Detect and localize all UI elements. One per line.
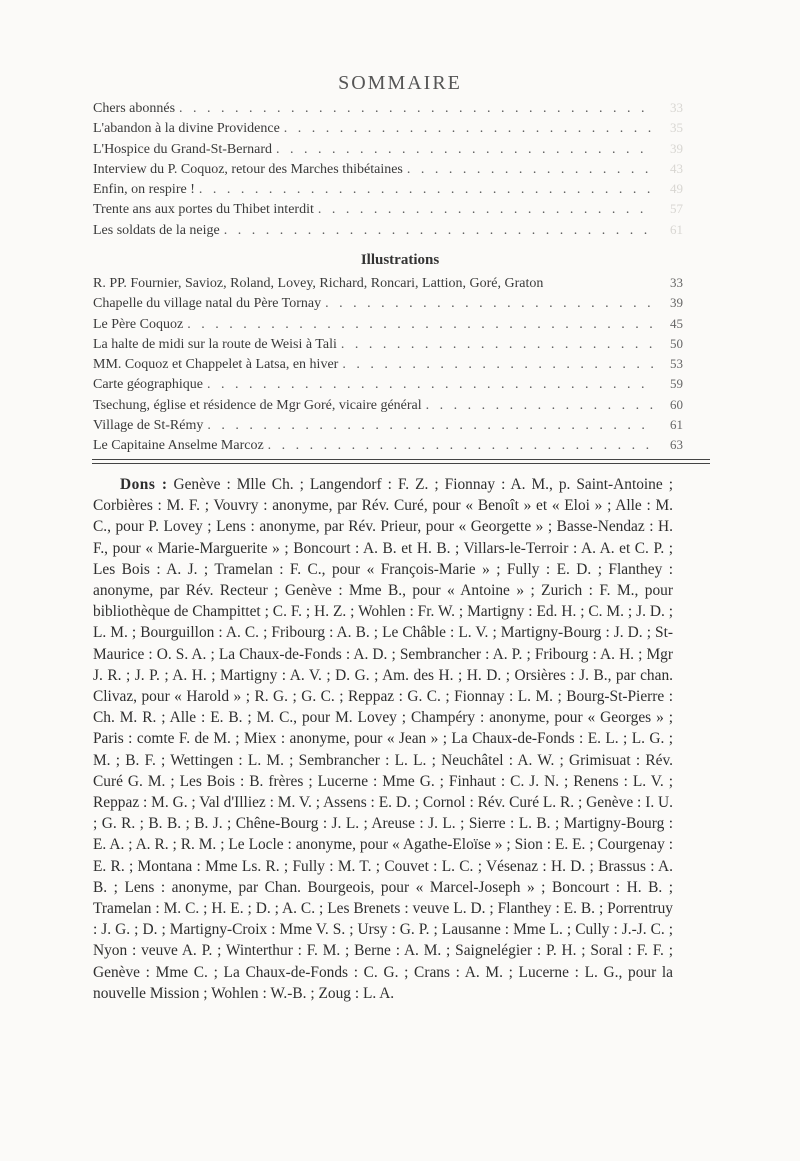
contents-entry-label: L'Hospice du Grand-St-Bernard (93, 141, 273, 157)
contents-entry-label: Trente ans aux portes du Thibet interdit (93, 202, 314, 218)
illustrations-list (93, 275, 683, 458)
contents-entry (93, 222, 683, 242)
illustrations-entry-page: 63 (670, 437, 683, 453)
illustrations-entry-page: 39 (670, 295, 683, 311)
contents-entry-label: Interview du P. Coquoz, retour des Marches thibétaines (93, 161, 403, 177)
dot-leader (342, 357, 653, 373)
illustrations-entry-label: Chapelle du village natal du Père Tornay (93, 296, 322, 312)
illustrations-entry-label: Village de St-Rémy (93, 418, 204, 434)
contents-entry-label: L'abandon à la divine Providence (93, 121, 280, 137)
illustrations-entry (93, 275, 683, 295)
contents-entry-page: 39 (670, 140, 683, 156)
contents-entry-label: Enfin, on respire ! (93, 182, 195, 198)
illustrations-entry-label: Carte géographique (93, 377, 204, 393)
contents-entry-page: 35 (670, 120, 683, 136)
dot-leader (179, 101, 653, 117)
illustrations-entry-page: 53 (670, 356, 683, 372)
illustrations-entry (93, 316, 683, 336)
contents-entry (93, 201, 683, 221)
illustrations-entry-label: La halte de midi sur la route de Weisi à Tali (93, 336, 337, 352)
page-title: SOMMAIRE (338, 72, 462, 94)
illustrations-entry-label: R. PP. Fournier, Savioz, Roland, Lovey, Richard, Roncari, Lattion, Goré, Graton (93, 276, 544, 291)
contents-entry-page: 61 (670, 221, 683, 237)
dot-leader (284, 121, 653, 137)
dot-leader (207, 418, 653, 434)
dot-leader (341, 337, 653, 353)
dot-leader (325, 296, 653, 312)
illustrations-entry-label: Le Père Coquoz (93, 316, 184, 332)
illustrations-heading: Illustrations (360, 252, 440, 268)
donations-text: Genève : Mlle Ch. ; Langendorf : F. Z. ; Fionnay : A. M., p. Saint-Antoine ; Corbières : M. F. ; Vouvry : anonyme, par Rév. Curé, pour « Benoît » et « Eloi » ; Alle : M. C., pour P. Lovey ; Lens : anonyme, par Rév. Prieur, pour « Georgette » ; Basse-Nendaz : H. F., pour « Marie-Marguerite » ; Boncourt : A. B. et H. B. ; Villars-le-Terroir : A. A. et C. P. ; Les Bois : A. J. ; Tramelan : F. C., pour « François-Marie » ; Fully : E. D. ; Flanthey : anonyme, par Rév. Recteur ; Genève : Mme B., pour « Antoine » ; Zurich : F. M., pour bibliothèque de Champittet ; C. F. ; H. Z. ; Wohlen : Fr. W. ; Martigny : Ed. H. ; C. M. ; J. D. ; L. M. ; Bourguillon : A. C. ; Fribourg : A. B. ; Le Châble : L. V. ; Martigny-Bourg : J. D. ; St-Maurice : O. S. A. ; La Chaux-de-Fonds : A. D. ; Sembrancher : A. P. ; Fribourg : A. H. ; Mgr J. R. ; J. P. ; A. H. ; Martigny : A. V. ; D. G. ; Am. des H. ; H. D. ; Orsières : J. B., par chan. Clivaz, pour « Harold » ; R. G. ; G. C. ; Reppaz : G. C. ; Fionnay : L. M. ; Bourg-St-Pierre : Ch. M. R. ; Alle : E. B. ; M. C., pour M. Lovey ; Champéry : anonyme, pour « Georges » ; Paris : comte F. de M. ; Miex : anonyme, pour « Jean » ; La Chaux-de-Fonds : E. L. ; L. G. ; M. ; B. F. ; Wettingen : L. M. ; Sembrancher : L. L. ; Neuchâtel : A. W. ; Grimisuat : Rév. Curé G. M. ; Les Bois : B. frères ; Lucerne : Mme G. ; Finhaut : C. J. N. ; Renens : L. V. ; Reppaz : M. G. ; Val d'Illiez : M. V. ; Assens : E. D. ; Cornol : Rév. Curé L. R. ; Genève : I. U. ; G. R. ; B. B. ; B. J. ; Chêne-Bourg : J. L. ; Areuse : J. L. ; Sierre : L. B. ; Martigny-Bourg : E. A. ; A. R. ; R. M. ; Le Locle : anonyme, pour « Agathe-Eloïse » ; Sion : E. E. ; Courgenay : E. R. ; Montana : Mme Ls. R. ; Fully : M. T. ; Couvet : L. C. ; Vésenaz : H. D. ; Brassus : A. B. ; Lens : anonyme, par Chan. Bourgeois, pour « Marcel-Joseph » ; Boncourt : H. B. ; Tramelan : M. C. ; H. E. ; D. ; A. C. ; Les Brenets : veuve L. D. ; Flanthey : E. B. ; Porrentruy : J. G. ; D. ; Martigny-Croix : Mme V. S. ; Ursy : G. P. ; Lausanne : Mme L. ; Cully : J.-J. C. ; Nyon : veuve A. P. ; Winterthur : F. M. ; Berne : A. M. ; Saignelégier : P. H. ; Soral : F. F. ; Genève : Mme C. ; La Chaux-de-Fonds : C. G. ; Crans : A. M. ; Lucerne : L. G., pour la nouvelle Mission ; Wohlen : W.-B. ; Zoug : L. A. (93, 476, 673, 1002)
dot-leader (276, 142, 653, 158)
dot-leader (318, 202, 653, 218)
illustrations-entry-label: MM. Coquoz et Chappelet à Latsa, en hiver (93, 357, 339, 373)
illustrations-entry-label: Tsechung, église et résidence de Mgr Goré, vicaire général (93, 397, 422, 413)
illustrations-entry-page: 45 (670, 315, 683, 331)
contents-entry-page: 43 (670, 160, 683, 176)
contents-entry (93, 181, 683, 201)
illustrations-entry (93, 376, 683, 396)
contents-list (93, 100, 683, 242)
contents-entry (93, 161, 683, 181)
dot-leader (407, 162, 653, 178)
dot-leader (199, 182, 653, 198)
illustrations-entry (93, 437, 683, 457)
contents-entry-page: 49 (670, 181, 683, 197)
contents-entry-page: 33 (670, 100, 683, 115)
donations-lead: Dons : (120, 476, 168, 493)
dot-leader (224, 223, 653, 239)
double-rule-bottom (92, 463, 710, 464)
contents-entry (93, 100, 683, 120)
dot-leader (426, 398, 653, 414)
illustrations-entry (93, 356, 683, 376)
illustrations-entry (93, 295, 683, 315)
contents-entry (93, 120, 683, 140)
double-rule-top (92, 459, 710, 460)
dot-leader (268, 438, 653, 454)
illustrations-entry-page: 61 (670, 417, 683, 433)
contents-entry (93, 141, 683, 161)
illustrations-entry (93, 417, 683, 437)
dot-leader (187, 317, 653, 333)
illustrations-entry-label: Le Capitaine Anselme Marcoz (93, 438, 264, 454)
illustrations-entry-page: 50 (670, 335, 683, 351)
donations-paragraph (93, 474, 673, 1004)
illustrations-entry-page: 60 (670, 396, 683, 412)
contents-entry-page: 57 (670, 201, 683, 217)
contents-entry-label: Les soldats de la neige (93, 222, 220, 238)
illustrations-entry-page: 33 (670, 275, 683, 290)
illustrations-entry (93, 397, 683, 417)
illustrations-entry-page: 59 (670, 376, 683, 392)
contents-entry-label: Chers abonnés (93, 101, 176, 116)
dot-leader (207, 377, 653, 393)
illustrations-entry (93, 336, 683, 356)
